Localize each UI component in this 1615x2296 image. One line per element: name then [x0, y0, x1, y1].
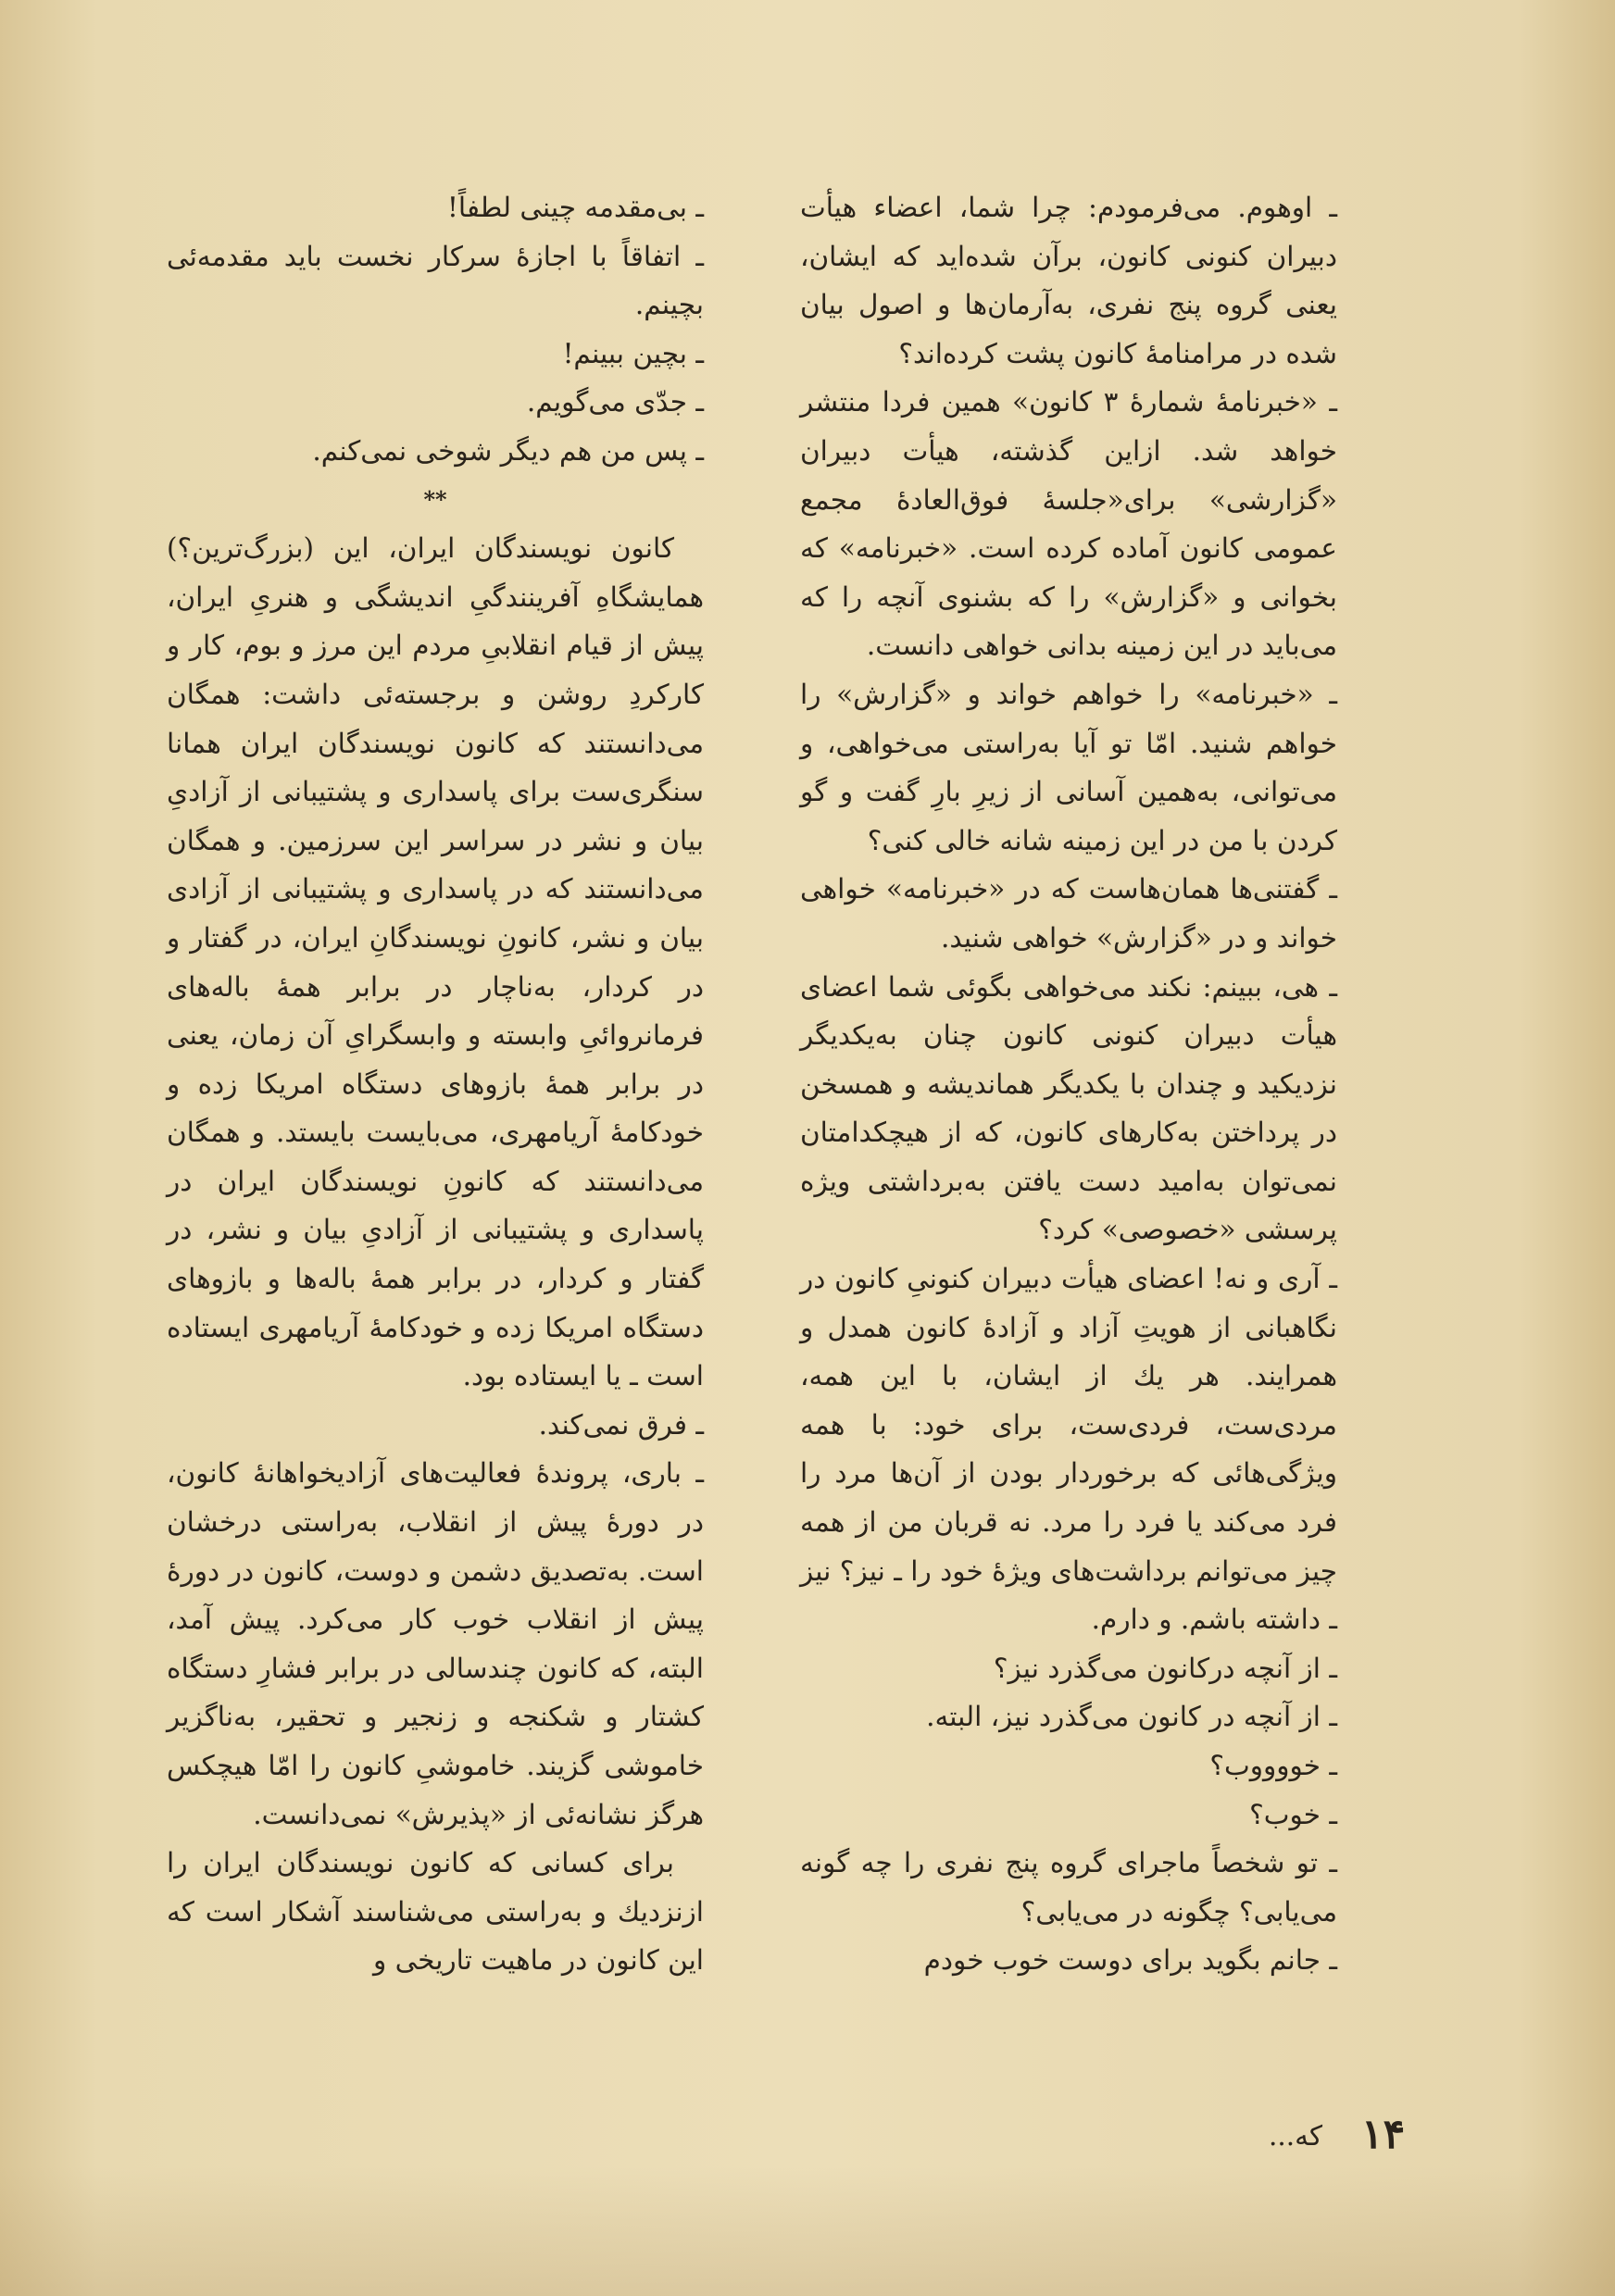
- paragraph: ـ تو شخصاً ماجرای گروه پنج نفری را چه گونه می‌یابی؟ چگونه در می‌یابی؟: [800, 1847, 1337, 1928]
- paragraph: ـ بچین ببینم!: [562, 337, 704, 369]
- paragraph: ـ «خبرنامه» را خواهم خواند و «گزارش» را خواهم شنید. امّا تو آیا به‌راستی می‌خواهی، و می‌توانی، به‌همین آسانی از زیرِ بارِ گفت و گو کردن با من در این زمینه شانه خالی کنی؟: [800, 678, 1337, 856]
- paragraph: ـ اوهوم. می‌فرمودم: چرا شما، اعضاء هیأت دبیران کنونی کانون، برآن شده‌اید که ایشان، یعنی گروه پنج نفری، به‌آرمان‌ها و اصول بیان شده در مرامنامهٔ کانون پشت کرده‌اند؟: [800, 192, 1337, 369]
- left-column: [167, 183, 704, 1985]
- continuation-text: که...: [1269, 2120, 1322, 2152]
- right-column: [800, 183, 1337, 1985]
- paragraph: ـ پس من هم دیگر شوخی نمی‌کنم.: [312, 434, 704, 467]
- paragraph: ـ فرق نمی‌کند.: [538, 1408, 704, 1441]
- paragraph: ـ هی، ببینم: نکند می‌خواهی بگوئی شما اعضای هیأت دبیران کنونی کانون چنان به‌یکدیگر نزدیکید و چندان با یکدیگر هماندیشه و همسخن در پرداختن به‌کارهای کانون، که از هیچکدامتان نمی‌توان به‌امید دست یافتن به‌برداشتی ویژه پرسشی «خصوصی» کرد؟: [800, 970, 1337, 1246]
- paragraph: ـ جانم بگوید برای دوست خوب خودم: [923, 1944, 1337, 1977]
- paragraph: ـ جدّی می‌گویم.: [526, 386, 704, 418]
- paragraph: ـ گفتنی‌ها همان‌هاست که در «خبرنامه» خواهی خواند و در «گزارش» خواهی شنید.: [800, 873, 1337, 954]
- paragraph: برای کسانی که کانون نویسندگان ایران را ازنزدیك و به‌راستی می‌شناسند آشکار است که این کانون در ماهیت تاریخی و: [167, 1847, 704, 1977]
- paragraph: ـ بی‌مقدمه چینی لطفاً!: [447, 192, 704, 223]
- paragraph: ـ خوب؟: [1249, 1798, 1337, 1830]
- paragraph: ـ از آنچه در کانون می‌گذرد نیز، البته.: [926, 1701, 1337, 1733]
- paragraph: کانون نویسندگان ایران، این (بزرگ‌ترین؟) همایشگاهِ آفرینندگیِ اندیشگی و هنریِ ایران، پیش از قیام انقلابیِ مردم این مرز و بوم، کار و کارکردِ روشن و برجسته‌ئی داشت: همگان می‌دانستند که کانون نویسندگان ایران همانا سنگری‌ست برای پاسداری و پشتیبانی از آزادیِ بیان و نشر در سراسر این سرزمین. و همگان می‌دانستند که در پاسداری و پشتیبانی از آزادی بیان و نشر، کانونِ نویسندگانِ ایران، در گفتار و در کردار، به‌ناچار در برابر همهٔ باله‌های فرمانروائیِ وابسته و وابسگرایِ آن زمان، یعنی در برابر همهٔ بازوهای دستگاه امریکا زده و خودکامهٔ آریامهری، می‌بایست بایستد. و همگان می‌دانستند که کانونِ نویسندگان ایران در پاسداری و پشتیبانی از آزادیِ بیان و نشر، در گفتار و کردار، در برابر همهٔ باله‌ها و بازوهای دستگاه امریکا زده و خودکامهٔ آریامهری ایستاده است ـ یا ایستاده بود.: [167, 532, 704, 1392]
- paragraph: ـ «خبرنامهٔ شمارهٔ ۳ کانون» همین فردا منتشر خواهد شد. ازاین گذشته، هیأت دبیران «گزارشی» برای«جلسهٔ فوق‌العادهٔ مجمع عمومی کانون آماده کرده است. «خبرنامه» که بخوانی و «گزارش» را که بشنوی آنچه را که می‌باید در این زمینه بدانی خواهی دانست.: [800, 386, 1337, 662]
- paragraph: ـ از آنچه درکانون می‌گذرد نیز؟: [993, 1652, 1337, 1684]
- section-separator: **: [423, 485, 447, 513]
- page-number: ۱۴: [1361, 2111, 1406, 2158]
- paragraph: ـ باری، پروندهٔ فعالیت‌های آزادیخواهانهٔ کانون، در دورهٔ پیش از انقلاب، به‌راستی درخشان است. به‌تصدیق دشمن و دوست، کانون در دورهٔ پیش از انقلاب خوب کار می‌کرد. پیش آمد، البته، که کانون چندسالی در برابر فشارِ دستگاه کشتار و شکنجه و زنجیر و تحقیر، به‌ناگزیر خاموشی گزیند. خاموشیِ کانون را امّا هیچکس هرگز نشانه‌ئی از «پذیرش» نمی‌دانست.: [167, 1457, 704, 1830]
- paragraph: ـ آری و نه! اعضای هیأت دبیران کنونیِ کانون در نگاهبانی از هویتِ آزاد و آزادهٔ کانون همدل و همرایند. هر یك از ایشان، با این همه، مردی‌ست، فردی‌ست، برای خود: با همه ویژگی‌هائی که برخوردار بودن از آن‌ها مرد را فرد می‌کند یا فرد را مرد. نه قربان من از همه چیز می‌توانم برداشت‌های ویژهٔ خود را ـ نیز؟ نیز ـ داشته باشم. و دارم.: [800, 1263, 1337, 1636]
- paragraph: ـ خووووب؟: [1209, 1750, 1337, 1781]
- paragraph: ـ اتفاقاً با اجازهٔ سرکار نخست باید مقدمه‌ئی بچینم.: [167, 240, 704, 321]
